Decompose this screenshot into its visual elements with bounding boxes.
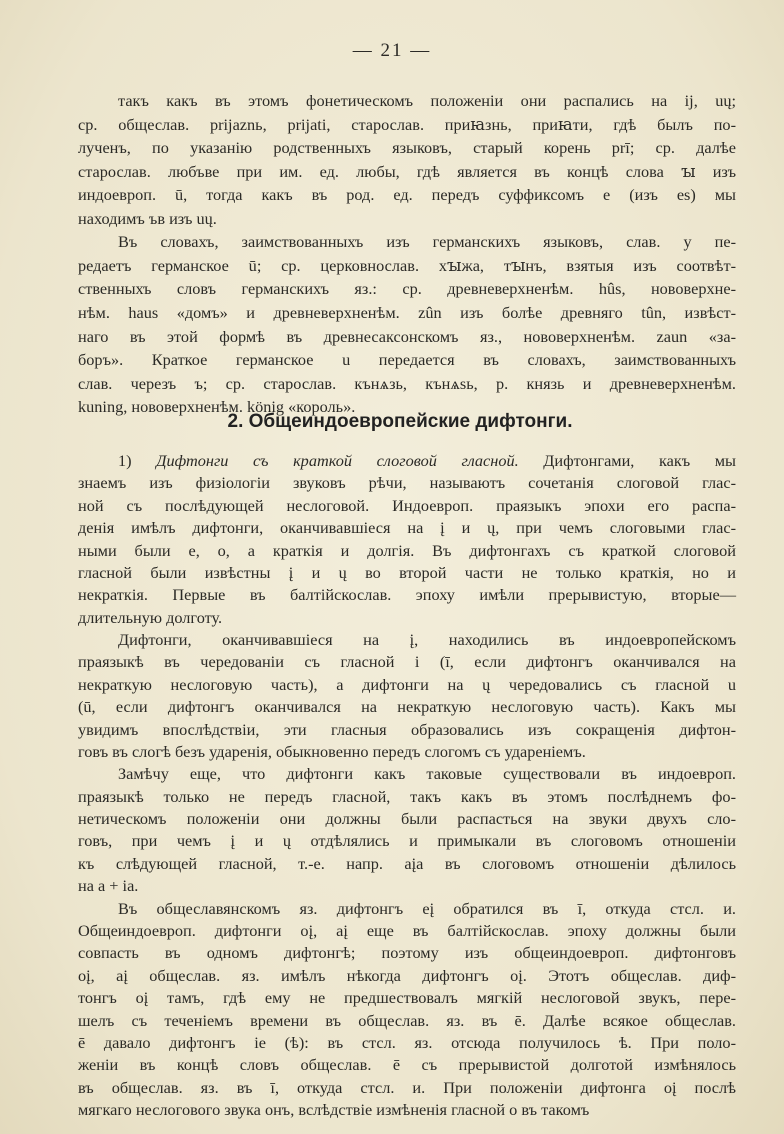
text-line: увидимъ впослѣдствіи, эти гласныя образовались изъ сокращенія дифтон- xyxy=(78,719,736,739)
subsection-title: Дифтонги съ краткой слоговой гласной. xyxy=(156,451,519,470)
text-line: Общеиндоевроп. дифтонги oį, aį еще въ балтійскослав. эпоху должны были xyxy=(78,920,736,940)
text-line: oį, aį общеслав. яз. имѣлъ нѣкогда дифтонгъ oį. Этотъ общеслав. диф- xyxy=(78,965,736,985)
text-line: знаемъ изъ физіологіи звуковъ рѣчи, называютъ сочетанія слоговой глас- xyxy=(78,473,736,493)
text-line: ственныхъ словъ германскихъ яз.: ср. древневерхненѣм. hûs, нововерхне- xyxy=(78,279,736,299)
text-line: шелъ съ теченіемъ времени въ общеслав. яз. въ ē. Далѣе всякое общеслав. xyxy=(78,1010,736,1030)
text-line: совпасть въ одномъ дифтонгѣ; поэтому изъ общеиндоевроп. дифтонговъ xyxy=(78,943,736,963)
text-line: Въ словахъ, заимствованныхъ изъ германскихъ языковъ, слав. у пе- xyxy=(118,232,736,252)
text-line: лученъ, по указанію родственныхъ языковъ, старый корень prī; ср. далѣе xyxy=(78,138,736,158)
text-line: денія имѣлъ дифтонги, оканчивавшіеся на į и ų, при чемъ слоговыми глас- xyxy=(78,518,736,538)
text-line: некраткую неслоговую часть), а дифтонги на ų чередовались съ гласной u xyxy=(78,674,736,694)
text-line: нѣм. haus «домъ» и древневерхненѣм. zûn изъ болѣе древняго tûn, извѣст- xyxy=(78,302,736,322)
subsection-first-line xyxy=(118,451,736,471)
text-line: старослав. любъве при им. ед. любы, гдѣ является въ концѣ слова ꙑ изъ xyxy=(78,161,736,181)
subsection-number: 1) xyxy=(118,451,132,470)
text-line: длительную долготу. xyxy=(78,607,223,627)
text-line: гласной были извѣстны į и ų во второй части не только краткія, но и xyxy=(78,562,736,582)
text-line: говъ въ слогѣ безъ ударенія, обыкновенно передъ слогомъ съ удареніемъ. xyxy=(78,741,586,761)
text-line: слав. черезъ ъ; ср. старослав. кънѧзь, кънѧѕь, р. князь и древневерхненѣм. xyxy=(78,373,736,393)
section-heading: 2. Общеиндоевропейские дифтонги. xyxy=(227,411,573,432)
text-line: ной съ послѣдующей неслоговой. Индоевроп. праязыкъ эпохи его распа- xyxy=(78,495,736,515)
text-line: ными были e, o, a краткія и долгія. Въ дифтонгахъ съ краткой слоговой xyxy=(78,540,736,560)
text-line: праязыкѣ въ чередованіи съ гласной i (ī, если дифтонгъ оканчивался на xyxy=(78,652,736,672)
text-line: (ū, если дифтонгъ оканчивался на некраткую неслоговую часть). Какъ мы xyxy=(78,697,736,717)
text-line: такъ какъ въ этомъ фонетическомъ положеніи они распались на ij, uų; xyxy=(118,91,736,110)
text-line: къ слѣдующей гласной, т.-е. напр. aįa въ слоговомъ отношеніи дѣлилось xyxy=(78,853,736,873)
text-line: Въ общеславянскомъ яз. дифтонгъ eį обратился въ ī, откуда стсл. и. xyxy=(118,898,736,918)
text-line: говъ, при чемъ į и ų отдѣлялись и примыкали въ слоговомъ отношеніи xyxy=(78,831,736,851)
text-line: находимъ ъв изъ uų. xyxy=(78,208,217,228)
text-line: ē давало дифтонгъ ie (ѣ): въ стсл. яз. отсюда получилось ѣ. При поло- xyxy=(78,1032,736,1052)
text-line: женіи въ концѣ словъ общеслав. ē съ прерывистой долготой измѣнялось xyxy=(78,1055,736,1075)
text-line: наго въ этой формѣ въ древнесаксонскомъ яз., нововерхненѣм. zaun «за- xyxy=(78,326,736,346)
text-line: въ общеслав. яз. въ ī, откуда стсл. и. При положеніи дифтонга oį послѣ xyxy=(78,1077,736,1097)
page-number: — 21 — xyxy=(352,40,432,61)
text-line: ср. общеслав. prijaznь, prijati, старослав. приꙗзнь, приꙗти, гдѣ былъ по- xyxy=(78,114,736,134)
text-line: kuning, нововерхненѣм. könig «король». xyxy=(78,397,356,417)
text-line: праязыкѣ только не передъ гласной, такъ какъ въ этомъ послѣднемъ фо- xyxy=(78,786,736,806)
text-line: редаетъ германское ū; ср. церковнослав. хꙑжа, тꙑнъ, взятыя изъ соотвѣт- xyxy=(78,255,736,275)
text-line: боръ». Краткое германское u передается въ словахъ, заимствованныхъ xyxy=(78,350,736,370)
text-line: мягкаго неслогового звука онъ, вслѣдствіе измѣненія гласной о въ такомъ xyxy=(78,1100,590,1120)
text-span: Дифтонгами, какъ мы xyxy=(543,451,736,470)
text-line: тонгъ oį тамъ, гдѣ ему не предшествовалъ мягкій неслоговой звукъ, пере- xyxy=(78,988,736,1008)
text-line: на a + ia. xyxy=(78,876,139,896)
text-line: индоевроп. ū, тогда какъ въ род. ед. передъ суффиксомъ e (изъ es) мы xyxy=(78,185,736,205)
text-line: нетическомъ положеніи они должны были распасться на звуки двухъ сло- xyxy=(78,809,736,829)
text-line: некраткія. Первые въ балтійскослав. эпоху имѣли прерывистую, вторые— xyxy=(78,585,736,605)
text-line: Дифтонги, оканчивавшіеся на į, находились въ индоевропейскомъ xyxy=(118,630,736,650)
text-line: Замѣчу еще, что дифтонги какъ таковые существовали въ индоевроп. xyxy=(118,764,736,784)
